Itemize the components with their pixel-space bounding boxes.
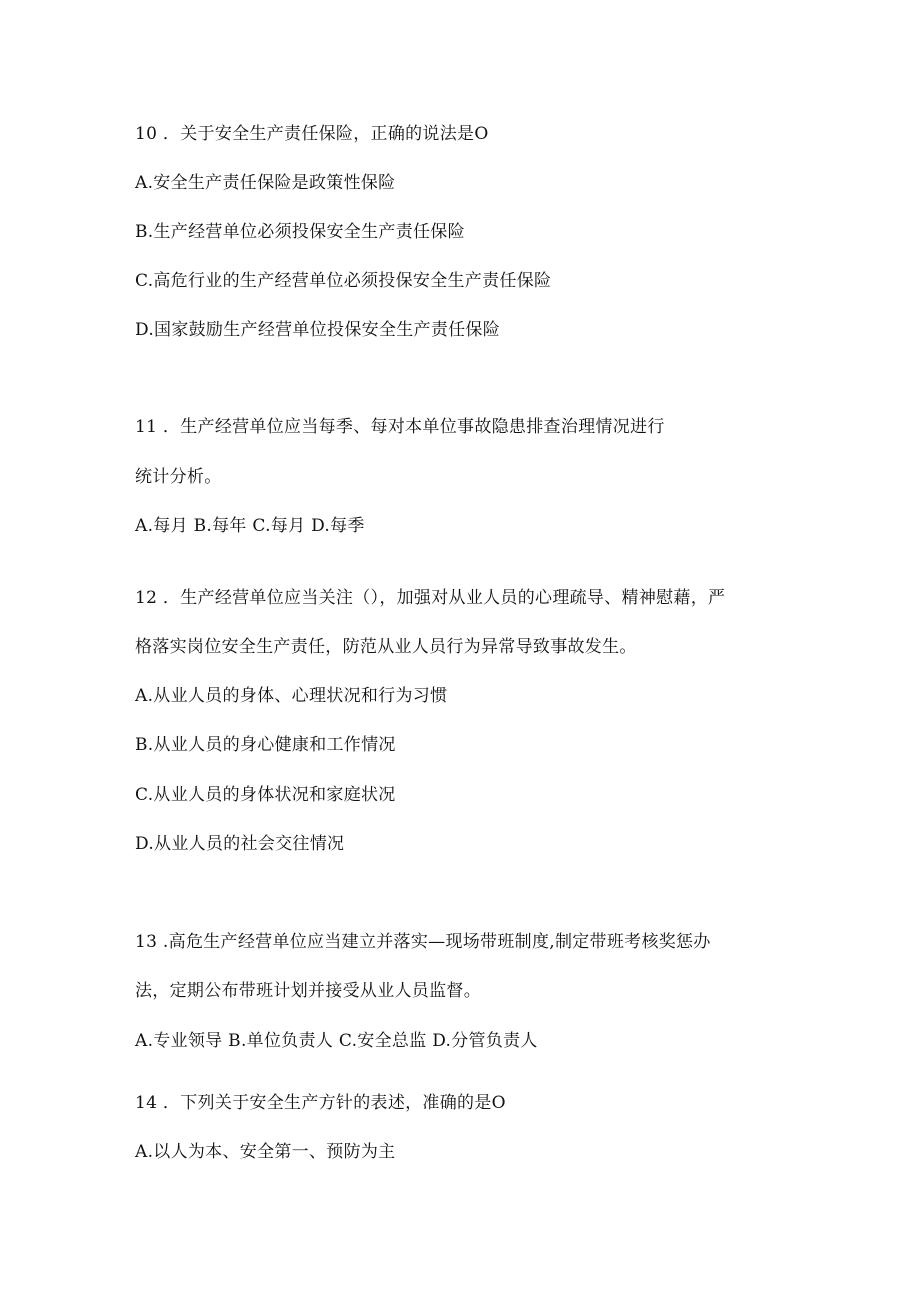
question-10-option-c: C.高危行业的生产经营单位必须投保安全生产责任保险 (135, 271, 552, 291)
question-14-stem: 14 ．下列关于安全生产方针的表述，准确的是O (135, 1093, 506, 1113)
question-11-options: A.每月 B.每年 C.每月 D.每季 (135, 516, 365, 536)
question-13-stem-line-1: 13 .高危生产经营单位应当建立并落实—现场带班制度,制定带班考核奖惩办 (135, 932, 711, 952)
question-12-stem-line-1: 12 ．生产经营单位应当关注（），加强对从业人员的心理疏导、精神慰藉，严 (135, 588, 726, 608)
question-12-option-d: D.从业人员的社会交往情况 (135, 834, 345, 854)
question-10-option-a: A.安全生产责任保险是政策性保险 (135, 173, 396, 193)
question-11-stem-line-2: 统计分析。 (135, 467, 222, 487)
question-10-option-d: D.国家鼓励生产经营单位投保安全生产责任保险 (135, 320, 501, 340)
question-13-options: A.专业领导 B.单位负责人 C.安全总监 D.分管负责人 (135, 1031, 538, 1051)
question-10-stem: 10 ．关于安全生产责任保险，正确的说法是O (135, 124, 489, 144)
question-10-option-b: B.生产经营单位必须投保安全生产责任保险 (135, 222, 465, 242)
question-12-option-b: B.从业人员的身心健康和工作情况 (135, 735, 396, 755)
question-12-option-c: C.从业人员的身体状况和家庭状况 (135, 785, 396, 805)
question-12-option-a: A.从业人员的身体、心理状况和行为习惯 (135, 686, 448, 706)
question-11-stem-line-1: 11 ．生产经营单位应当每季、每对本单位事故隐患排查治理情况进行 (135, 417, 665, 437)
question-12-stem-line-2: 格落实岗位安全生产责任，防范从业人员行为异常导致事故发生。 (135, 637, 637, 657)
question-14-option-a: A.以人为本、安全第一、预防为主 (135, 1142, 396, 1162)
question-13-stem-line-2: 法，定期公布带班计划并接受从业人员监督。 (135, 981, 481, 1001)
